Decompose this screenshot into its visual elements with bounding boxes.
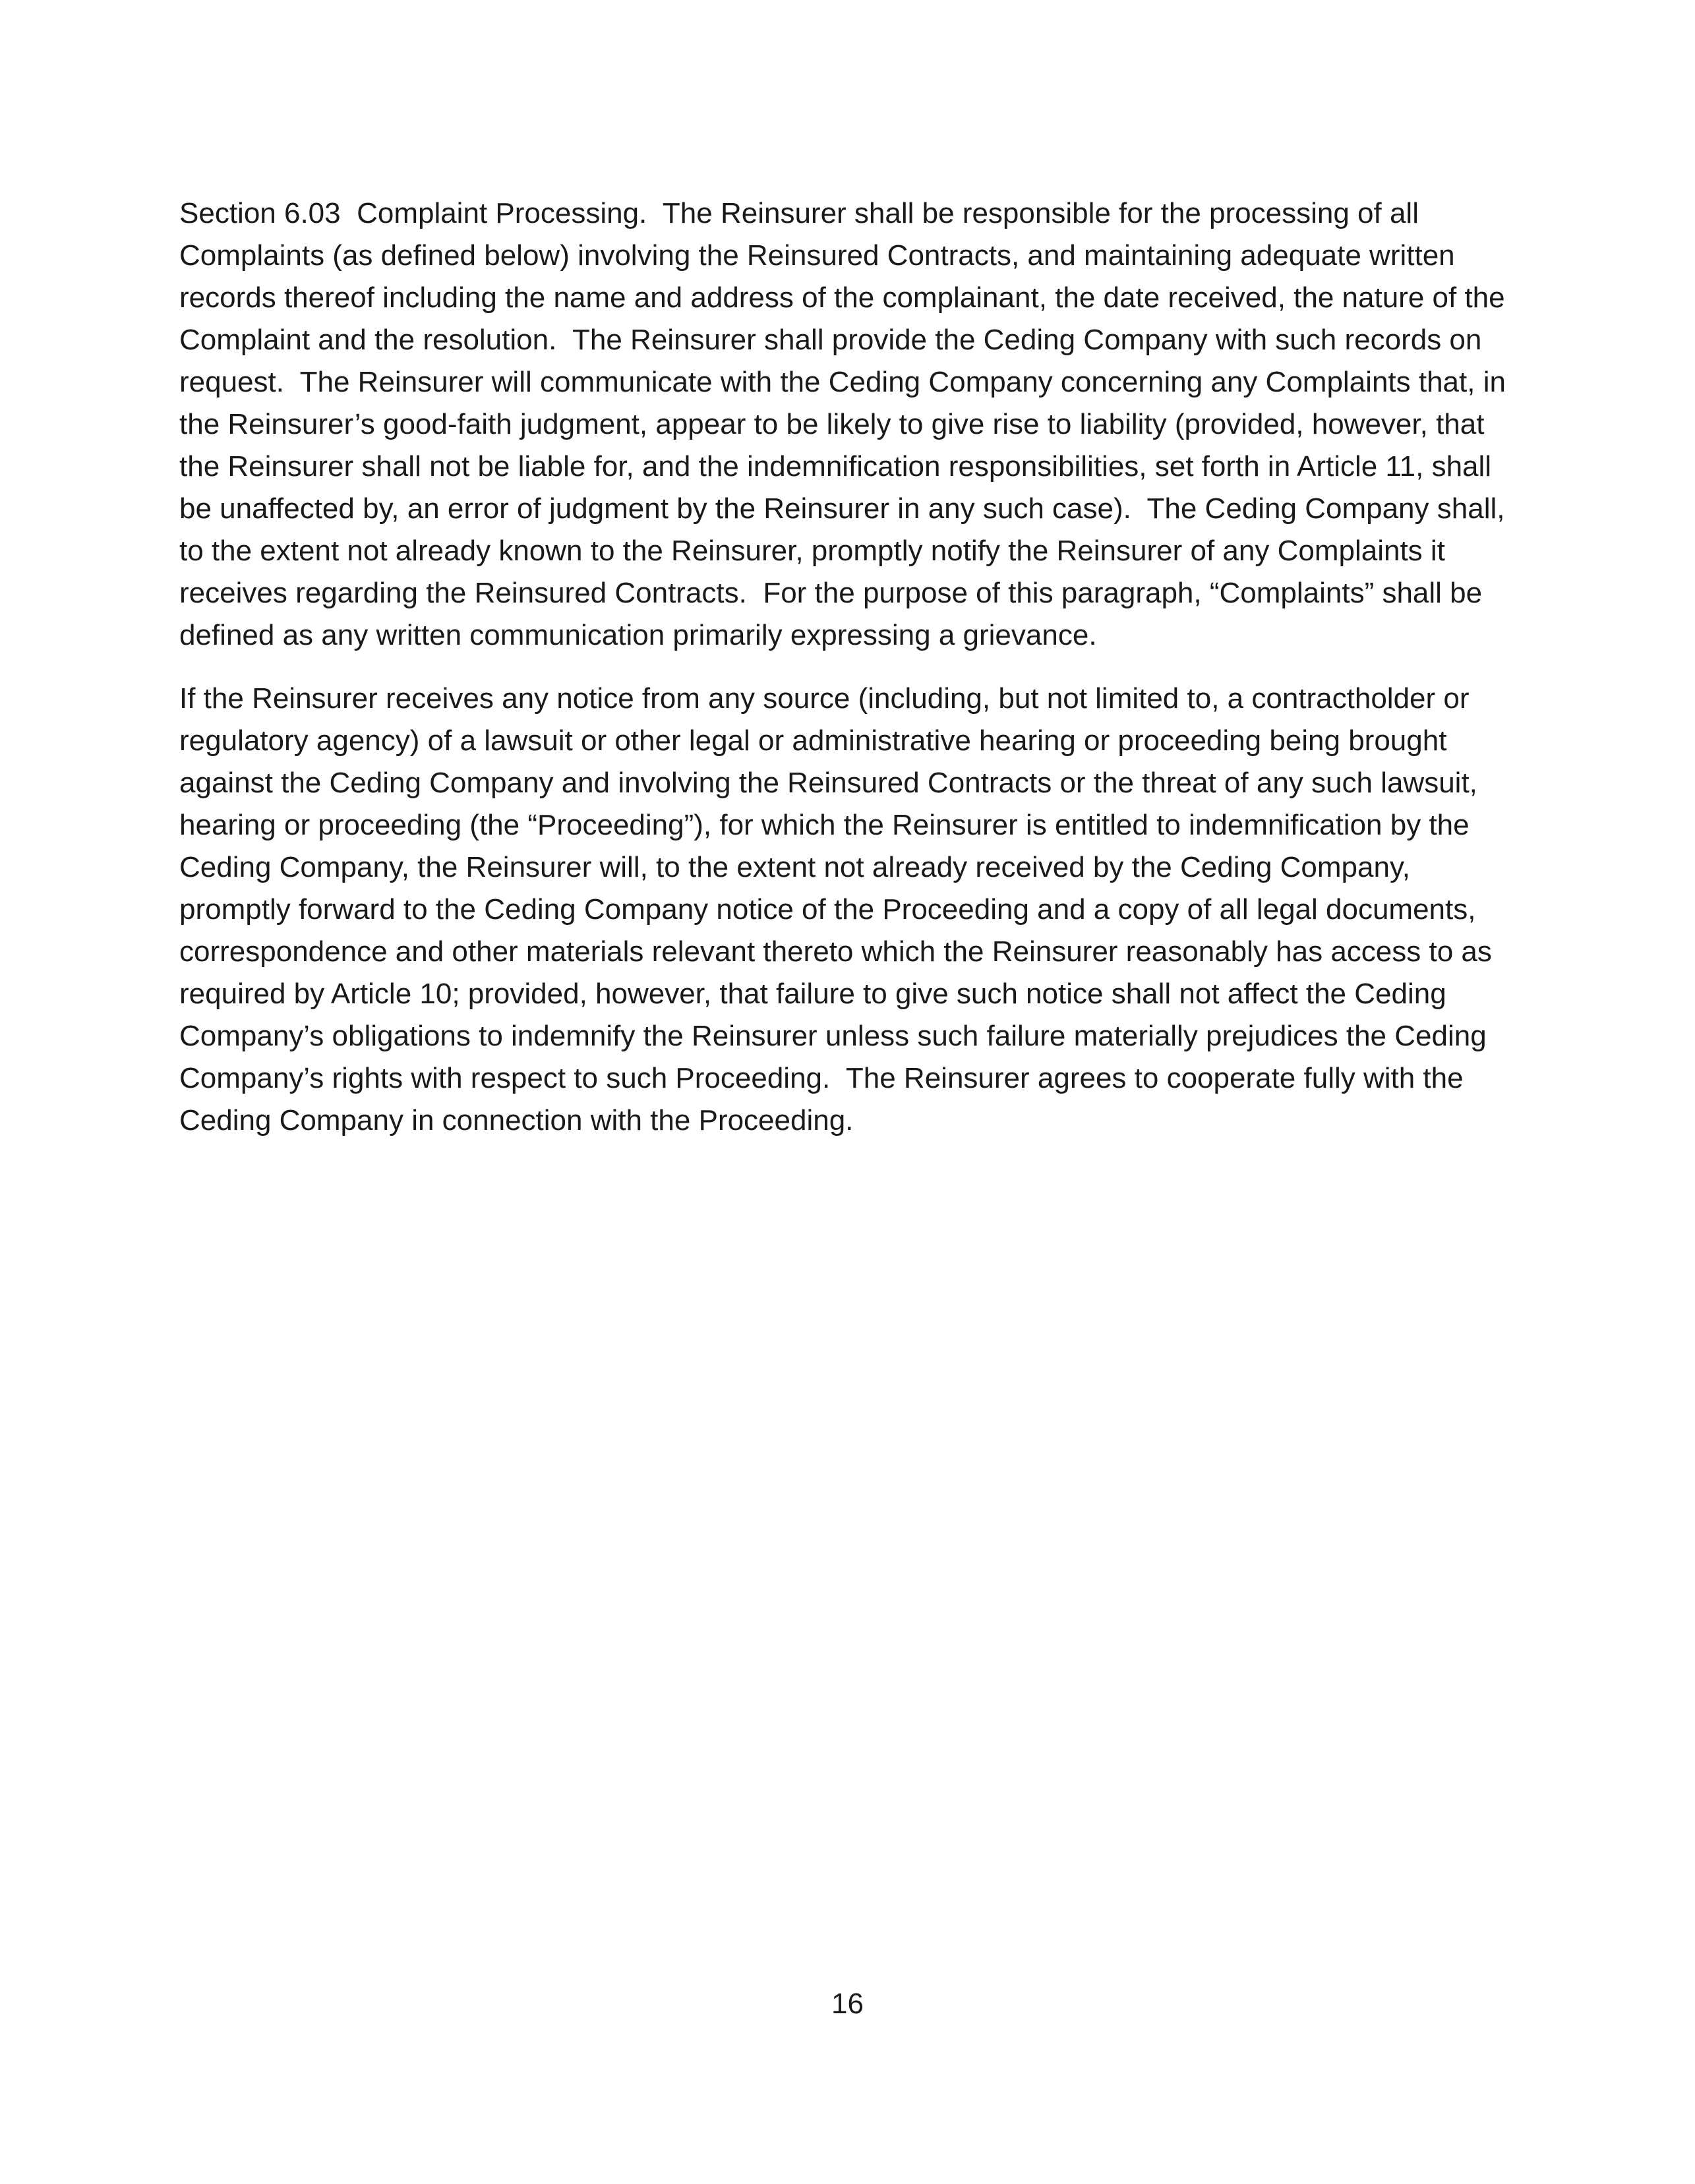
text-line: If the Reinsurer receives any notice from any source (including, but not limited to, a contractholder or xyxy=(179,682,1470,715)
text-line: Company’s rights with respect to such Proceeding. The Reinsurer agrees to cooperate fully with the xyxy=(179,1062,1464,1094)
text-line: correspondence and other materials relevant thereto which the Reinsurer reasonably has access to as xyxy=(179,935,1492,968)
text-line: records thereof including the name and address of the complainant, the date received, the nature of the xyxy=(179,281,1505,314)
text-line: the Reinsurer’s good-faith judgment, appear to be likely to give rise to liability (provided, however, that xyxy=(179,408,1485,440)
body-text xyxy=(179,192,1506,1163)
text-line: Section 6.03 Complaint Processing. The Reinsurer shall be responsible for the processing of all xyxy=(179,197,1419,229)
text-line: Complaint and the resolution. The Reinsurer shall provide the Ceding Company with such records on xyxy=(179,324,1482,356)
text-line: hearing or proceeding (the “Proceeding”), for which the Reinsurer is entitled to indemnification by the xyxy=(179,809,1470,841)
paragraph-proceeding-notice xyxy=(179,678,1498,1142)
text-line: Ceding Company in connection with the Proceeding. xyxy=(179,1104,854,1136)
text-line: Company’s obligations to indemnify the Reinsurer unless such failure materially prejudices the Ceding xyxy=(179,1020,1487,1052)
text-line: Ceding Company, the Reinsurer will, to the extent not already received by the Ceding Company, xyxy=(179,851,1410,883)
text-line: Complaints (as defined below) involving the Reinsured Contracts, and maintaining adequate written xyxy=(179,239,1455,272)
page-number: 16 xyxy=(831,1988,864,2020)
text-line: promptly forward to the Ceding Company notice of the Proceeding and a copy of all legal documents, xyxy=(179,893,1476,926)
text-line: the Reinsurer shall not be liable for, and the indemnification responsibilities, set forth in Article 11, shall xyxy=(179,450,1492,483)
text-line: receives regarding the Reinsured Contracts. For the purpose of this paragraph, “Complaints” shall be xyxy=(179,577,1483,609)
text-line: to the extent not already known to the Reinsurer, promptly notify the Reinsurer of any Complaints it xyxy=(179,535,1445,567)
text-line: against the Ceding Company and involving the Reinsured Contracts or the threat of any such lawsuit, xyxy=(179,767,1477,799)
text-line: be unaffected by, an error of judgment by the Reinsurer in any such case). The Ceding Company shall, xyxy=(179,492,1505,525)
text-line: required by Article 10; provided, however, that failure to give such notice shall not affect the Ceding xyxy=(179,978,1446,1010)
text-line: defined as any written communication primarily expressing a grievance. xyxy=(179,619,1097,651)
paragraph-complaint-processing xyxy=(179,192,1506,657)
text-line: regulatory agency) of a lawsuit or other legal or administrative hearing or proceeding being brought xyxy=(179,724,1447,757)
text-line: request. The Reinsurer will communicate with the Ceding Company concerning any Complaints that, in xyxy=(179,366,1506,398)
